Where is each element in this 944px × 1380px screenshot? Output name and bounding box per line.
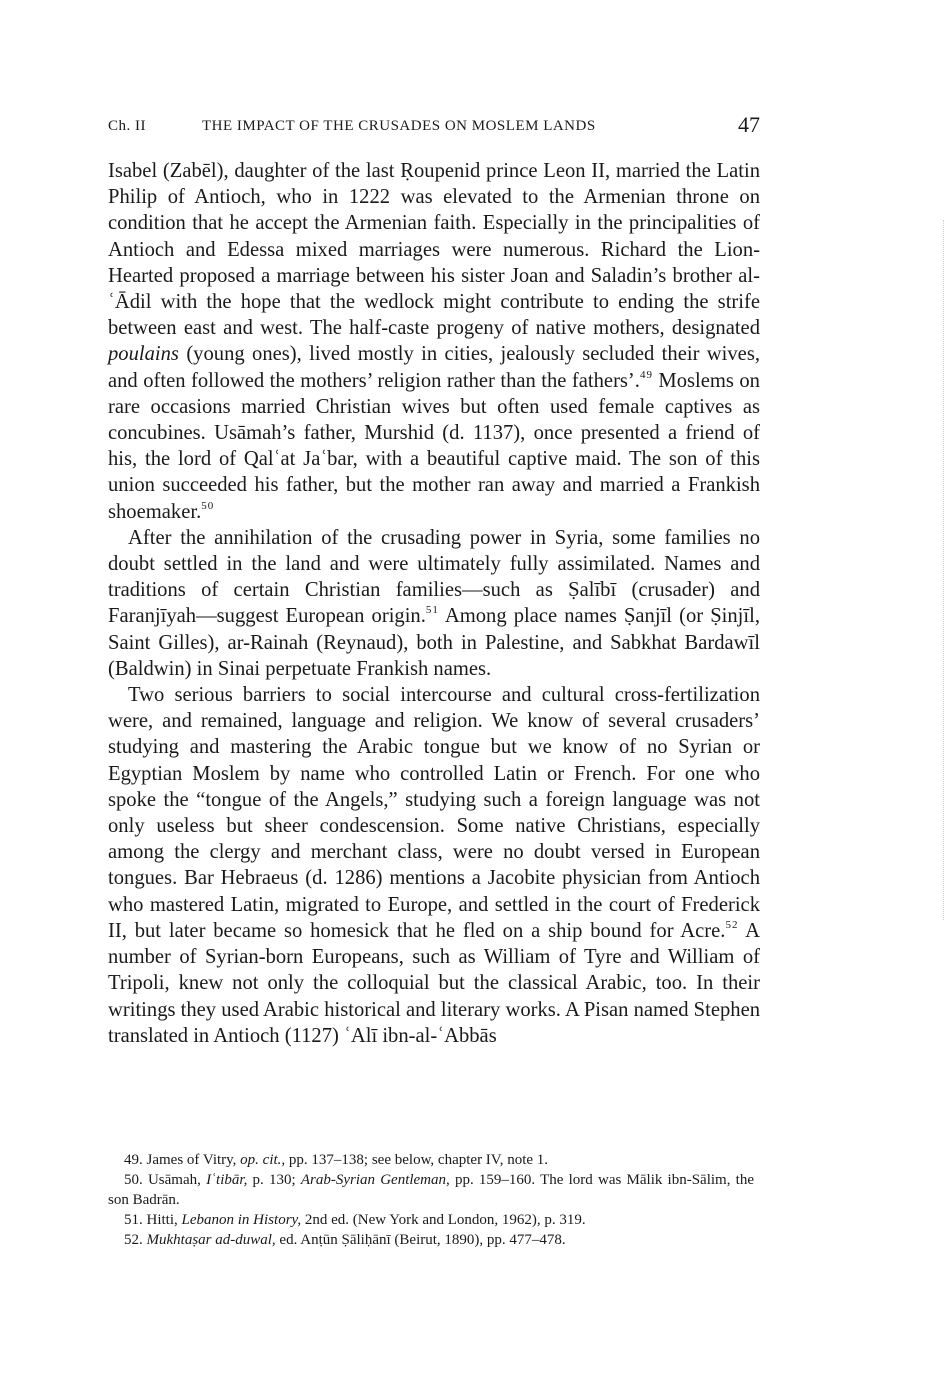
text-run: After the annihilation of the crusading power in Syria, some families no doubt settled in the land and were ultimately fully assimilated. Names and traditions of certain Christian families—such as Ṣalībī (crusader) and Faranjīyah—suggest European origin.	[108, 526, 760, 628]
page-edge-marks	[937, 220, 944, 920]
footnote	[108, 1230, 754, 1250]
italic-text: Arab-Syrian Gentleman,	[300, 1172, 450, 1188]
running-head	[108, 112, 762, 140]
running-title: THE IMPACT OF THE CRUSADES ON MOSLEM LANDS	[202, 118, 596, 134]
note-reference: 49	[639, 368, 653, 381]
text-run: Isabel (Zabēl), daughter of the last Ṛoupenid prince Leon II, married the Latin Philip of Antioch, who in 1222 was elevated to the Armenian throne on condition that he accept the Armenian faith. Especially in the principalities of Antioch and Edessa mixed marriages were numerous. Richard the Lion-Hearted proposed a marriage between his sister Joan and Saladin’s brother al-ʿĀdil with the hope that the wedlock might contribute to ending the strife between east and west. The half-caste progeny of native mothers, designated	[108, 160, 760, 340]
text-run: 49. James of Vitry,	[124, 1152, 241, 1168]
chapter-label: Ch. II	[108, 118, 146, 134]
text-run: A number of Syrian-born Europeans, such as William of Tyre and William of Tripoli, knew not only the colloquial but the classical Arabic, too. In their writings they used Arabic historical and literary works. A Pisan named Stephen translated in Antioch (1127) ʿAlī ibn-al-ʿAbbās	[108, 919, 761, 1047]
text-run: p. 130;	[247, 1172, 301, 1188]
italic-text: op. cit.,	[240, 1152, 286, 1168]
italic-text: poulains	[108, 343, 179, 366]
paragraph	[108, 525, 760, 682]
note-reference: 50	[201, 499, 215, 512]
note-reference: 52	[725, 918, 739, 931]
text-run: (young ones), lived mostly in cities, jealously secluded their wives, and often followed the mothers’ religion rather than the fathers’.	[108, 343, 760, 392]
text-run: pp. 137–138; see below, chapter IV, note 1.	[285, 1152, 549, 1168]
text-run: 52.	[124, 1232, 147, 1248]
text-run: Two serious barriers to social intercourse and cultural cross-fertilization were, and remained, language and religion. We know of several crusaders’ studying and mastering the Arabic tongue but we know of no Syrian or Egyptian Moslem by name who controlled Latin or French. For one who spoke the “tongue of the Angels,” studying such a foreign language was not only useless but sheer condescension. Some native Christians, especially among the clergy and merchant class, were no doubt versed in European tongues. Bar Hebraeus (d. 1286) mentions a Jacobite physician from Antioch who mastered Latin, migrated to Europe, and settled in the court of Frederick II, but later became so homesick that he fled on a ship bound for Acre.	[108, 684, 760, 942]
footnote	[108, 1210, 754, 1230]
paragraph	[108, 682, 760, 1049]
paragraph	[108, 158, 760, 525]
text-run: 2nd ed. (New York and London, 1962), p. 319.	[301, 1212, 586, 1228]
footnote	[108, 1170, 754, 1210]
text-run: Moslems on rare occasions married Christian wives but often used female captives as concubines. Usāmah’s father, Murshid (d. 1137), once presented a friend of his, the lord of Qalʿat Jaʿbar, with a beautiful captive maid. The son of this union succeeded his father, but the mother ran away and married a Frankish shoemaker.	[108, 369, 760, 523]
italic-text: Iʿtibār,	[206, 1172, 248, 1188]
page-number: 47	[738, 112, 760, 137]
text-run: ed. Anṭūn Ṣāliḥānī (Beirut, 1890), pp. 477–478.	[275, 1232, 566, 1248]
text-run: 51. Hitti,	[124, 1212, 182, 1228]
footnotes	[108, 1150, 754, 1250]
italic-text: Lebanon in History,	[181, 1212, 302, 1228]
text-run: pp. 159–160. The lord was Mālik ibn-Sālim, the son Badrān.	[108, 1172, 754, 1208]
body-text	[108, 158, 760, 1049]
note-reference: 51	[425, 604, 439, 617]
italic-text: Mukhtaṣar ad-duwal,	[146, 1232, 276, 1248]
text-run: 50. Usāmah,	[124, 1172, 207, 1188]
text-run: Among place names Ṣanjīl (or Ṣinjīl, Saint Gilles), ar-Rainah (Reynaud), both in Palestine, and Sabkhat Bardawīl (Baldwin) in Sinai perpetuate Frankish names.	[108, 605, 760, 680]
footnote	[108, 1150, 754, 1170]
